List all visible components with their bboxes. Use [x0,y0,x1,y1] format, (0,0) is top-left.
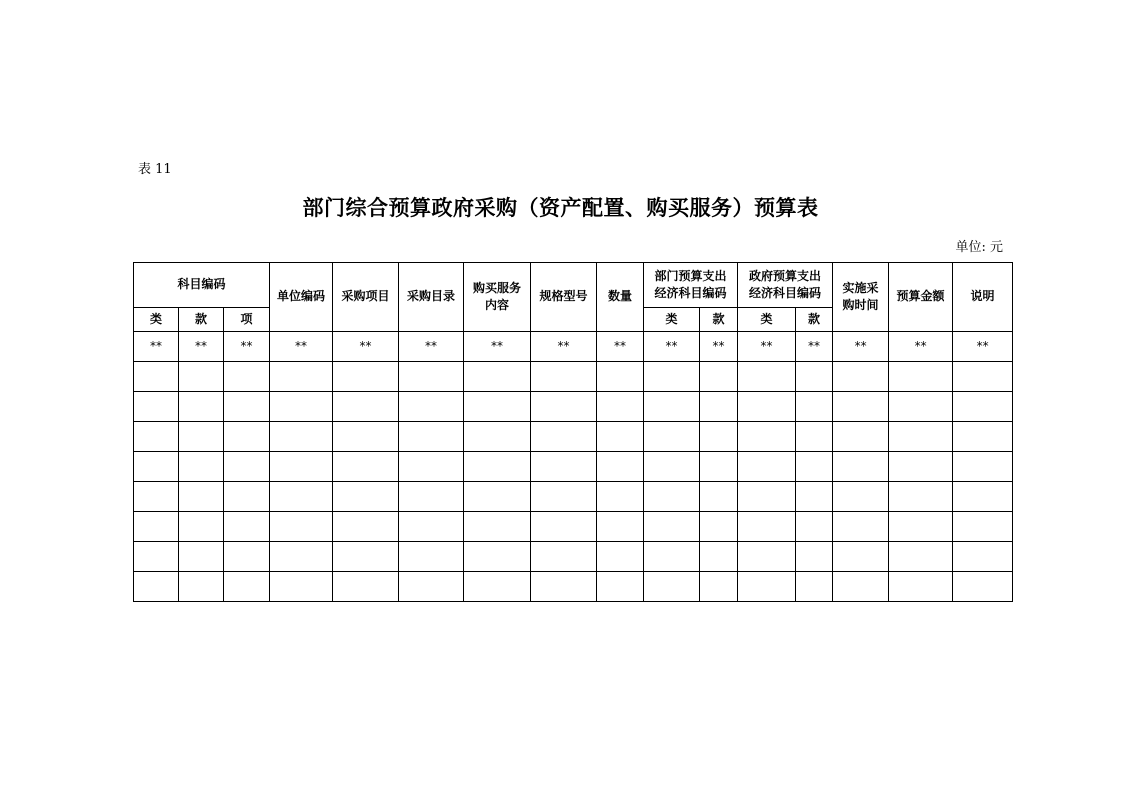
table-cell [179,362,224,392]
header-spec-model: 规格型号 [531,263,597,332]
table-cell [333,542,399,572]
table-cell [224,422,270,452]
table-cell [833,452,889,482]
table-cell [953,362,1013,392]
table-cell [134,512,179,542]
table-cell [134,362,179,392]
header-gov-econ-code [738,263,833,308]
header-quantity: 数量 [597,263,644,332]
table-cell [270,392,333,422]
table-cell [889,572,953,602]
table-cell [889,392,953,422]
header-budget-amount: 预算金额 [889,263,953,332]
table-cell [464,422,531,452]
header-procurement-item: 采购项目 [333,263,399,332]
table-cell [224,452,270,482]
table-cell [738,482,796,512]
table-cell [224,392,270,422]
table-cell [700,482,738,512]
table-cell [597,572,644,602]
table-cell [738,542,796,572]
table-cell [333,362,399,392]
table-cell [953,572,1013,602]
table-cell [597,362,644,392]
table-cell [833,422,889,452]
table-cell [464,362,531,392]
table-row [134,452,1013,482]
table-cell [597,422,644,452]
table-cell [738,512,796,542]
table-cell [644,452,700,482]
header-impl-time-line2: 购时间 [842,298,879,312]
table-cell [464,572,531,602]
table-cell [270,452,333,482]
table-cell [179,512,224,542]
table-cell [399,452,464,482]
table-cell [399,542,464,572]
table-cell [399,572,464,602]
table-cell [644,392,700,422]
table-cell [796,572,833,602]
marker-cell: ** [399,332,464,362]
table-cell [531,392,597,422]
table-cell [333,422,399,452]
table-cell [399,422,464,452]
table-row [134,422,1013,452]
table-cell [179,572,224,602]
empty-rows [134,362,1013,602]
table-cell [700,512,738,542]
table-cell [224,542,270,572]
table-cell [224,572,270,602]
marker-cell: ** [270,332,333,362]
table-row [134,362,1013,392]
header-class: 类 [134,308,179,332]
table-cell [464,512,531,542]
table-cell [953,542,1013,572]
table-cell [270,572,333,602]
marker-cell: ** [531,332,597,362]
header-dept-class: 类 [644,308,700,332]
table-cell [531,572,597,602]
table-cell [270,362,333,392]
table-cell [134,392,179,422]
table-cell [953,422,1013,452]
table-cell [738,452,796,482]
table-cell [700,422,738,452]
table-cell [179,482,224,512]
table-cell [889,542,953,572]
table-cell [833,542,889,572]
table-number: 表 11 [138,162,172,177]
table-cell [644,362,700,392]
table-cell [597,512,644,542]
header-procurement-catalog: 采购目录 [399,263,464,332]
procurement-budget-table [133,262,1013,602]
table-cell [738,392,796,422]
table-cell [796,512,833,542]
header-dept-section: 款 [700,308,738,332]
document-title: 部门综合预算政府采购（资产配置、购买服务）预算表 [302,195,819,220]
table-cell [833,572,889,602]
table-cell [644,482,700,512]
table-row [134,392,1013,422]
table-cell [531,542,597,572]
table-cell [270,482,333,512]
table-cell [889,512,953,542]
table-cell [531,452,597,482]
header-gov-econ-line1: 政府预算支出 [749,268,822,283]
marker-cell: ** [179,332,224,362]
header-remark: 说明 [953,263,1013,332]
table-cell [889,362,953,392]
header-section: 款 [179,308,224,332]
table-cell [597,542,644,572]
table-cell [270,512,333,542]
table-cell [700,362,738,392]
table-cell [833,362,889,392]
table-cell [644,512,700,542]
table-cell [464,542,531,572]
table-cell [597,452,644,482]
marker-cell: ** [464,332,531,362]
header-item: 项 [224,308,270,332]
table-cell [644,572,700,602]
table-cell [700,542,738,572]
header-impl-time [833,263,889,332]
table-cell [833,392,889,422]
table-row [134,572,1013,602]
marker-cell: ** [953,332,1013,362]
table-cell [333,572,399,602]
header-gov-econ-line2: 经济科目编码 [749,286,822,300]
table-cell [796,452,833,482]
table-cell [889,482,953,512]
marker-cell: ** [134,332,179,362]
table-cell [738,362,796,392]
table-cell [796,482,833,512]
table-cell [464,392,531,422]
marker-cell: ** [597,332,644,362]
table-cell [953,512,1013,542]
table-cell [644,422,700,452]
table-cell [597,482,644,512]
header-service-content-line2: 内容 [485,298,510,312]
table-cell [531,512,597,542]
table-cell [224,362,270,392]
table-cell [270,422,333,452]
table-cell [889,452,953,482]
table-cell [179,422,224,452]
header-gov-section: 款 [796,308,833,332]
table-cell [597,392,644,422]
table-cell [399,482,464,512]
table-row [134,542,1013,572]
table-cell [270,542,333,572]
table-cell [134,422,179,452]
table-cell [333,392,399,422]
header-dept-econ-line2: 经济科目编码 [654,286,727,300]
table-cell [224,512,270,542]
table-cell [333,512,399,542]
table-cell [531,422,597,452]
table-cell [134,542,179,572]
table-cell [399,392,464,422]
table-cell [700,452,738,482]
table-cell [700,572,738,602]
table-cell [134,572,179,602]
table-cell [833,482,889,512]
marker-cell: ** [738,332,796,362]
table-cell [738,422,796,452]
marker-cell: ** [644,332,700,362]
table-cell [889,422,953,452]
table-cell [134,482,179,512]
table-cell [796,542,833,572]
table-cell [179,452,224,482]
table-cell [333,482,399,512]
table-cell [796,422,833,452]
table-cell [531,362,597,392]
table-cell [953,482,1013,512]
header-dept-econ-line1: 部门预算支出 [654,268,727,283]
table-cell [179,392,224,422]
table-row [134,482,1013,512]
table-cell [953,392,1013,422]
marker-cell: ** [796,332,833,362]
table-cell [464,482,531,512]
table-cell [700,392,738,422]
marker-cell: ** [700,332,738,362]
table-cell [399,362,464,392]
table-row [134,512,1013,542]
header-service-content-line1: 购买服务 [473,280,522,295]
table-cell [399,512,464,542]
table-cell [796,392,833,422]
table-cell [224,482,270,512]
header-subject-code: 科目编码 [134,263,270,308]
header-unit-code: 单位编码 [270,263,333,332]
marker-cell: ** [333,332,399,362]
marker-cell: ** [833,332,889,362]
header-service-content [464,263,531,332]
marker-cell: ** [224,332,270,362]
table-cell [134,452,179,482]
table-cell [738,572,796,602]
table-cell [833,512,889,542]
table-cell [644,542,700,572]
marker-row [134,332,1013,362]
table-cell [464,452,531,482]
table-cell [531,482,597,512]
header-gov-class: 类 [738,308,796,332]
header-dept-econ-code [644,263,738,308]
header-impl-time-line1: 实施采 [842,280,879,295]
table-cell [953,452,1013,482]
table-cell [333,452,399,482]
unit-label: 单位: 元 [955,240,1003,255]
table-cell [179,542,224,572]
table-cell [796,362,833,392]
marker-cell: ** [889,332,953,362]
